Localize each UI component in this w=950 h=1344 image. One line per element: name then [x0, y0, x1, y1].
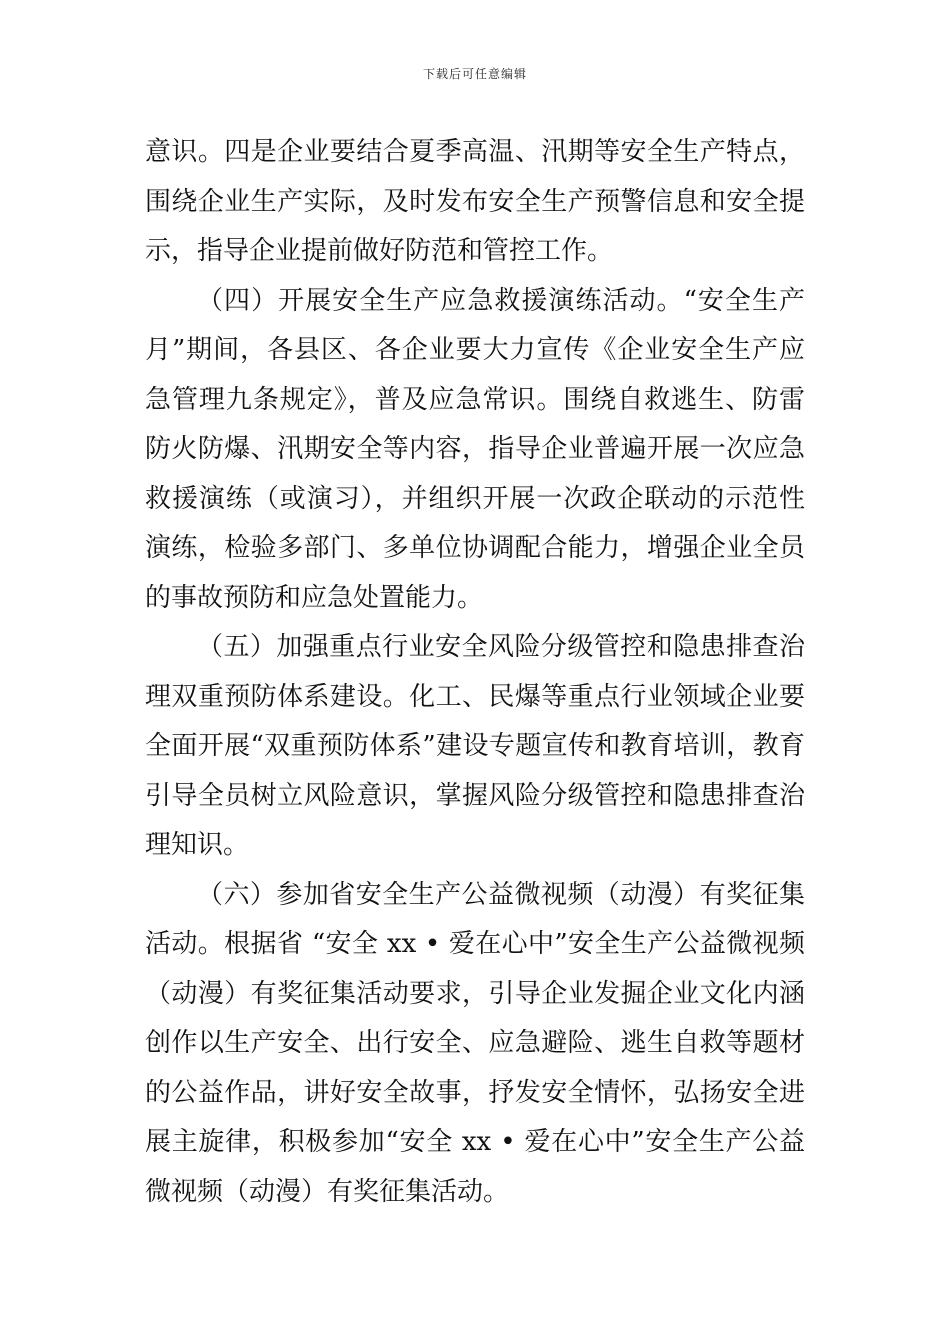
- page-header: 下载后可任意编辑: [422, 67, 527, 81]
- paragraph-section-4: （四）开展安全生产应急救援演练活动。“安全生产月”期间，各县区、各企业要大力宣传《企业安全生产应急管理九条规定》，普及应急常识。围绕自救逃生、防雷防火防爆、汛期安全等内容，指导企业普遍开展一次应急救援演练（或演习），并组织开展一次政企联动的示范性演练，检验多部门、多单位协调配合能力，增强企业全员的事故预防和应急处置能力。: [145, 285, 805, 613]
- paragraph-section-5: （五）加强重点行业安全风险分级管控和隐患排查治理双重预防体系建设。化工、民爆等重点行业领域企业要全面开展“双重预防体系”建设专题宣传和教育培训，教育引导全员树立风险意识，掌握风险分级管控和隐患排查治理知识。: [145, 632, 805, 860]
- paragraph-section-6: （六）参加省安全生产公益微视频（动漫）有奖征集活动。根据省 “安全 xx • 爱在心中”安全生产公益微视频（动漫）有奖征集活动要求，引导企业发掘企业文化内涵创作以生产安全、出行安全、应急避险、逃生自救等题材的公益作品，讲好安全故事，抒发安全情怀，弘扬安全进展主旋律，积极参加“安全 xx • 爱在心中”安全生产公益微视频（动漫）有奖征集活动。: [145, 879, 805, 1207]
- paragraph-continuation: 意识。四是企业要结合夏季高温、汛期等安全生产特点，围绕企业生产实际，及时发布安全生产预警信息和安全提示，指导企业提前做好防范和管控工作。: [145, 137, 805, 266]
- document-body: [145, 128, 805, 1217]
